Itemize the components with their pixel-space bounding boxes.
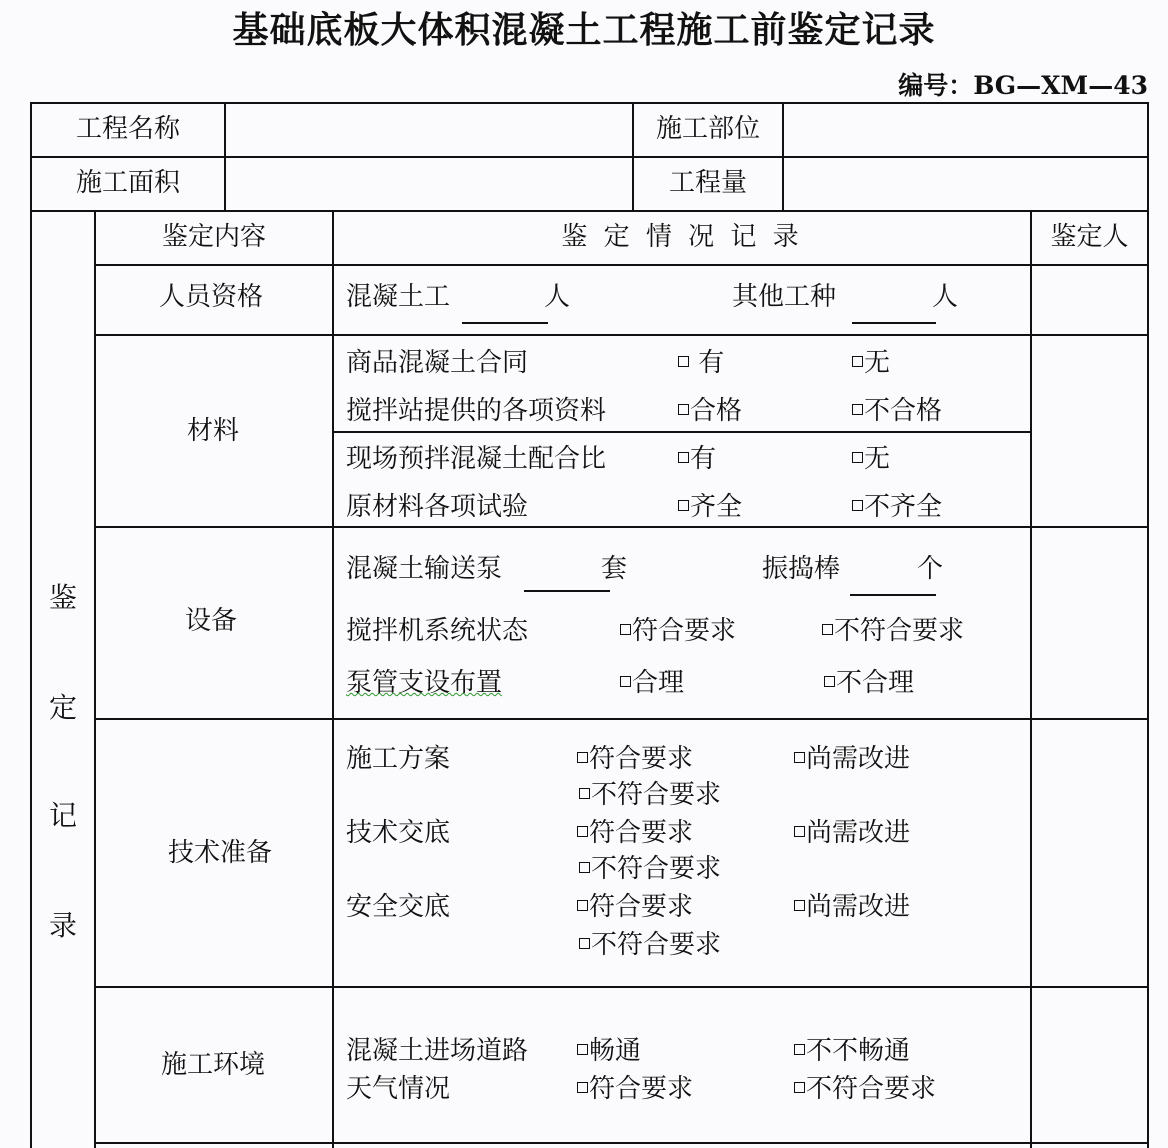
construction-area-field[interactable] [226, 158, 632, 210]
equipment-option[interactable] [620, 670, 684, 696]
checkbox-icon[interactable] [852, 500, 863, 511]
option-label: 不符合要求 [591, 930, 722, 960]
pump-count-input[interactable] [524, 564, 610, 592]
checkbox-icon[interactable] [794, 1082, 805, 1093]
environment-option[interactable] [794, 1038, 910, 1064]
inspector-cell-environment[interactable] [1033, 989, 1147, 1142]
equipment-option[interactable] [822, 618, 964, 644]
option-label: 不符合要求 [591, 854, 722, 884]
environment-option[interactable] [577, 1038, 641, 1064]
technical-option[interactable] [577, 820, 693, 846]
technical-option[interactable] [577, 894, 693, 920]
option-label: 无 [864, 444, 891, 474]
material-item-label: 原材料各项试验 [346, 492, 529, 522]
checkbox-icon[interactable] [824, 676, 835, 687]
checkbox-icon[interactable] [678, 500, 689, 511]
option-label: 有 [690, 444, 717, 474]
option-label: 不合理 [836, 668, 915, 698]
checkbox-icon[interactable] [577, 1044, 588, 1055]
option-label: 尚需改进 [806, 744, 911, 774]
option-label: 无 [864, 348, 891, 378]
checkbox-icon[interactable] [620, 624, 631, 635]
section-label-char-2: 定 [48, 691, 77, 724]
environment-item-label: 天气情况 [346, 1074, 451, 1104]
checkbox-icon[interactable] [577, 900, 588, 911]
column-header-record: 鉴 定 情 况 记 录 [561, 222, 803, 252]
material-option[interactable] [852, 494, 942, 520]
option-label: 不不畅通 [806, 1036, 911, 1066]
environment-option[interactable] [794, 1076, 936, 1102]
inspector-cell-technical[interactable] [1033, 721, 1147, 986]
checkbox-icon[interactable] [678, 356, 689, 367]
section-label-char-1: 鉴 [48, 581, 77, 614]
inspector-cell-materials[interactable] [1033, 337, 1147, 526]
checkbox-icon[interactable] [852, 404, 863, 415]
technical-option[interactable] [579, 782, 721, 808]
option-label: 符合要求 [632, 616, 737, 646]
option-label: 合格 [690, 396, 743, 426]
technical-option[interactable] [794, 894, 910, 920]
section-label-char-4: 录 [48, 909, 77, 942]
checkbox-icon[interactable] [577, 752, 588, 763]
construction-part-label: 施工部位 [655, 114, 760, 144]
section-label-char-3: 记 [48, 799, 77, 832]
checkbox-icon[interactable] [620, 676, 631, 687]
inspector-cell-equipment[interactable] [1033, 529, 1147, 718]
option-label: 尚需改进 [806, 818, 911, 848]
checkbox-icon[interactable] [678, 404, 689, 415]
material-item-label: 现场预拌混凝土配合比 [346, 444, 607, 474]
project-name-label: 工程名称 [75, 114, 180, 144]
quantity-field[interactable] [784, 158, 1147, 210]
technical-item-label: 安全交底 [346, 892, 451, 922]
material-option[interactable] [852, 350, 890, 376]
concrete-workers-label: 混凝土工 [346, 282, 451, 312]
equipment-option[interactable] [824, 670, 914, 696]
technical-option[interactable] [577, 746, 693, 772]
material-option[interactable] [678, 398, 742, 424]
material-option[interactable] [852, 398, 942, 424]
technical-option[interactable] [579, 856, 721, 882]
technical-item-label: 技术交底 [346, 818, 451, 848]
option-label: 不齐全 [864, 492, 943, 522]
option-label: 畅通 [589, 1036, 642, 1066]
option-label: 符合要求 [589, 818, 694, 848]
checkbox-icon[interactable] [852, 452, 863, 463]
document-number: 编号：BG—XM—43 [898, 71, 1148, 100]
material-option[interactable] [678, 446, 716, 472]
pump-unit: 套 [601, 554, 628, 584]
material-option[interactable] [678, 494, 742, 520]
checkbox-icon[interactable] [579, 788, 590, 799]
material-option[interactable] [852, 446, 890, 472]
option-label: 不符合要求 [834, 616, 965, 646]
checkbox-icon[interactable] [579, 938, 590, 949]
project-name-field[interactable] [226, 104, 632, 156]
checkbox-icon[interactable] [822, 624, 833, 635]
other-workers-unit: 人 [932, 282, 959, 312]
vibrator-unit: 个 [917, 554, 944, 584]
quantity-label: 工程量 [668, 168, 747, 198]
row-label-environment: 施工环境 [160, 1050, 265, 1080]
technical-item-label: 施工方案 [346, 744, 451, 774]
option-label: 符合要求 [589, 892, 694, 922]
material-item-label: 商品混凝土合同 [346, 348, 529, 378]
inspector-cell-personnel[interactable] [1033, 267, 1147, 334]
checkbox-icon[interactable] [794, 1044, 805, 1055]
checkbox-icon[interactable] [794, 752, 805, 763]
option-label: 齐全 [690, 492, 743, 522]
concrete-workers-unit: 人 [544, 282, 571, 312]
equipment-option[interactable] [620, 618, 736, 644]
option-label: 不合格 [864, 396, 943, 426]
row-label-materials: 材料 [186, 416, 239, 446]
row-label-personnel: 人员资格 [158, 282, 263, 312]
concrete-workers-input[interactable] [462, 296, 548, 324]
pump-label: 混凝土输送泵 [346, 554, 503, 584]
vibrator-label: 振捣棒 [762, 554, 841, 584]
other-workers-label: 其他工种 [732, 282, 837, 312]
equipment-item-text: 泵管支设布置 [346, 668, 503, 698]
column-header-content: 鉴定内容 [161, 222, 266, 252]
technical-option[interactable] [794, 820, 910, 846]
checkbox-icon[interactable] [794, 826, 805, 837]
document-title: 基础底板大体积混凝土工程施工前鉴定记录 [232, 9, 936, 51]
environment-item-label: 混凝土进场道路 [346, 1036, 529, 1066]
option-label: 尚需改进 [806, 892, 911, 922]
checkbox-icon[interactable] [579, 862, 590, 873]
column-header-inspector: 鉴定人 [1050, 222, 1129, 252]
checkbox-icon[interactable] [794, 900, 805, 911]
checkbox-icon[interactable] [678, 452, 689, 463]
equipment-item-label [346, 670, 502, 696]
environment-option[interactable] [577, 1076, 693, 1102]
option-label: 不符合要求 [591, 780, 722, 810]
other-workers-input[interactable] [852, 296, 936, 324]
construction-area-label: 施工面积 [75, 168, 180, 198]
material-item-label: 搅拌站提供的各项资料 [346, 396, 607, 426]
checkbox-icon[interactable] [577, 826, 588, 837]
option-label: 符合要求 [589, 1074, 694, 1104]
equipment-item-label: 搅拌机系统状态 [346, 616, 529, 646]
material-option[interactable] [678, 350, 724, 376]
option-label: 不符合要求 [806, 1074, 937, 1104]
technical-option[interactable] [579, 932, 721, 958]
option-label: 合理 [632, 668, 685, 698]
checkbox-icon[interactable] [852, 356, 863, 367]
row-label-technical: 技术准备 [167, 838, 272, 868]
option-label: 有 [698, 348, 725, 378]
option-label: 符合要求 [589, 744, 694, 774]
checkbox-icon[interactable] [577, 1082, 588, 1093]
row-label-equipment: 设备 [184, 606, 237, 636]
construction-part-field[interactable] [784, 104, 1147, 156]
technical-option[interactable] [794, 746, 910, 772]
